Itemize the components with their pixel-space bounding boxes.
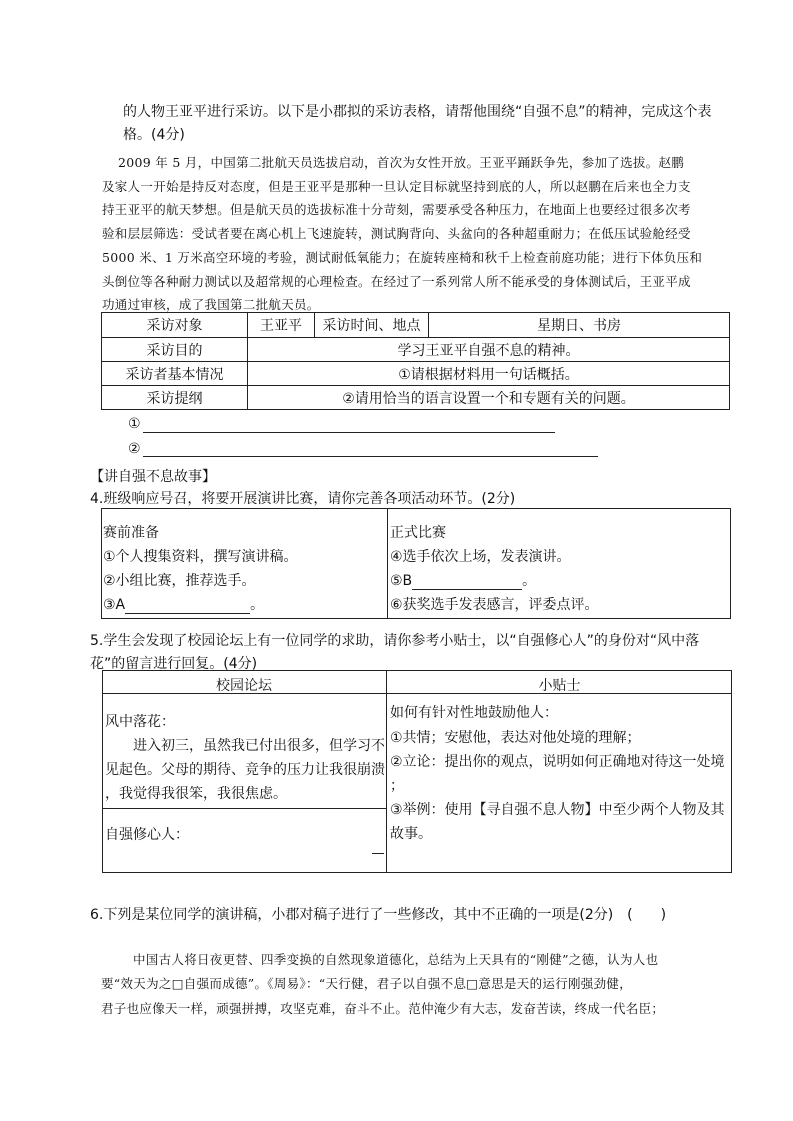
punct: 。 (522, 573, 537, 589)
intro-line-2: 格。(4分) (123, 127, 185, 143)
tip-1: ①共情；安慰他，表达对他处境的理解； (390, 730, 641, 746)
label-time-place: 采访时间、地点 (315, 313, 429, 338)
answer-mark-2: ② (128, 441, 141, 457)
passage-line: 持王亚平的航天梦想。但是航天员的选拔标准十分苛刻，需要承受各种压力，在地面上也要经过很多次考 (102, 202, 691, 217)
q4-left-title: 赛前准备 (103, 525, 159, 541)
label-interviewee: 采访对象 (102, 313, 248, 338)
forum-poster-name: 风中落花： (105, 714, 175, 730)
passage-line: 2009 年 5 月，中国第二批航天员选拔启动，首次为女性开放。王亚平踊跃争先，参加了选拔。赵鹏 (118, 155, 685, 170)
q4-right-item-2 (390, 570, 536, 590)
q4-left-item-3 (103, 594, 264, 614)
label-background: 采访者基本情况 (102, 362, 248, 386)
tips-title: 如何有针对性地鼓励他人： (390, 705, 558, 721)
tip-3-cont: 故事。 (390, 826, 432, 842)
blank-b-label: ⑤B (390, 573, 413, 589)
q6-stem: 6.下列是某位同学的演讲稿，小郡对稿子进行了一些修改，其中不正确的一项是(2分) ( ) (90, 907, 667, 923)
passage-line: 及家人一开始是持反对态度，但是王亚平是那种一旦认定目标就坚持到底的人，所以赵鹏在后来也全力支 (102, 179, 691, 194)
tip-2: ②立论：提出你的观点，说明如何正确地对待这一处境 (390, 754, 725, 770)
q4-stem: 4.班级响应号召，将要开展演讲比赛，请你完善各项活动环节。(2分) (90, 491, 516, 507)
q6-passage-line: 要“效天为之□自强而成德”。《周易》：“天行健，君子以自强不息□意思是天的运行刚强劲健， (101, 976, 632, 991)
header-campus-forum: 校园论坛 (216, 678, 272, 694)
tip-3: ③举例：使用【寻自强不息人物】中至少两个人物及其 (390, 802, 725, 818)
interview-table (101, 312, 730, 410)
q4-right-item-1: ④选手依次上场，发表演讲。 (390, 549, 571, 565)
value-purpose: 学习王亚平自强不息的精神。 (248, 338, 730, 362)
q5-stem-1: 5.学生会发现了校园论坛上有一位同学的求助，请你参考小贴士，以“自强修心人”的身份对“风中落 (90, 633, 700, 649)
intro-line-1: 的人物王亚平进行采访。以下是小郡拟的采访表格，请帮他围绕“自强不息”的精神，完成这个表 (123, 104, 712, 120)
blank-b-input[interactable] (412, 575, 522, 590)
tip-2-cont: ； (390, 778, 404, 794)
blank-a-input[interactable] (125, 599, 250, 614)
passage-line: 头倒位等各种耐力测试以及超常规的心理检查。在经过了一系列常人所不能承受的身体测试后，王亚平成 (102, 274, 691, 289)
answer-line-2[interactable] (143, 456, 598, 457)
answer-mark-1: ① (128, 416, 141, 432)
forum-post-line: ，我觉得我很笨，我很焦虑。 (105, 786, 287, 802)
q6-passage-line: 中国古人将日夜更替、四季变换的自然现象道德化，总结为上天具有的“刚健”之德，认为人也 (133, 952, 659, 967)
q4-divider (387, 508, 388, 619)
value-time-place: 星期日、书房 (429, 313, 730, 338)
forum-post-line: 进入初三，虽然我已付出很多，但学习不 (133, 738, 385, 754)
value-outline: ②请用恰当的语言设置一个和专题有关的问题。 (248, 386, 730, 410)
value-background: ①请根据材料用一句话概括。 (248, 362, 730, 386)
q5-stem-2: 花”的留言进行回复。(4分) (90, 656, 258, 672)
q4-left-item-2: ②小组比赛，推荐选手。 (103, 573, 256, 589)
answer-line-1[interactable] (143, 432, 555, 433)
q5-divider (386, 670, 387, 873)
label-purpose: 采访目的 (102, 338, 248, 362)
q6-passage-line: 君子也应像天一样，顽强拼搏，攻坚克难，奋斗不止。范仲淹少有大志，发奋苦读，终成一代名臣； (101, 1001, 665, 1016)
passage-line: 5000 米、1 万米高空环境的考验，测试耐低氧能力；在旋转座椅和秋千上检查前庭功能；进行下体负压和 (102, 250, 703, 265)
passage-line: 功通过审核，成了我国第二批航天员。 (102, 297, 320, 312)
q4-right-item-3: ⑥获奖选手发表感言，评委点评。 (390, 597, 599, 613)
q4-left-item-1: ①个人搜集资料，撰写演讲稿。 (103, 549, 298, 565)
forum-post-line: 见起色。父母的期待、竞争的压力让我很崩溃 (105, 762, 385, 778)
header-tips: 小贴士 (538, 678, 581, 694)
q5-left-split (102, 808, 387, 809)
punct: 。 (250, 597, 265, 613)
section-title: 【讲自强不息故事】 (90, 469, 216, 485)
q4-right-title: 正式比赛 (390, 525, 446, 541)
blank-a-label: ③A (103, 597, 126, 613)
value-interviewee: 王亚平 (248, 313, 315, 338)
reply-label: 自强修心人： (105, 827, 189, 843)
label-outline: 采访提纲 (102, 386, 248, 410)
reply-line[interactable] (372, 853, 384, 854)
passage-line: 验和层层筛选：受试者要在离心机上飞速旋转，测试胸背向、头盆向的各种超重耐力；在低压试验舱经受 (102, 226, 691, 241)
